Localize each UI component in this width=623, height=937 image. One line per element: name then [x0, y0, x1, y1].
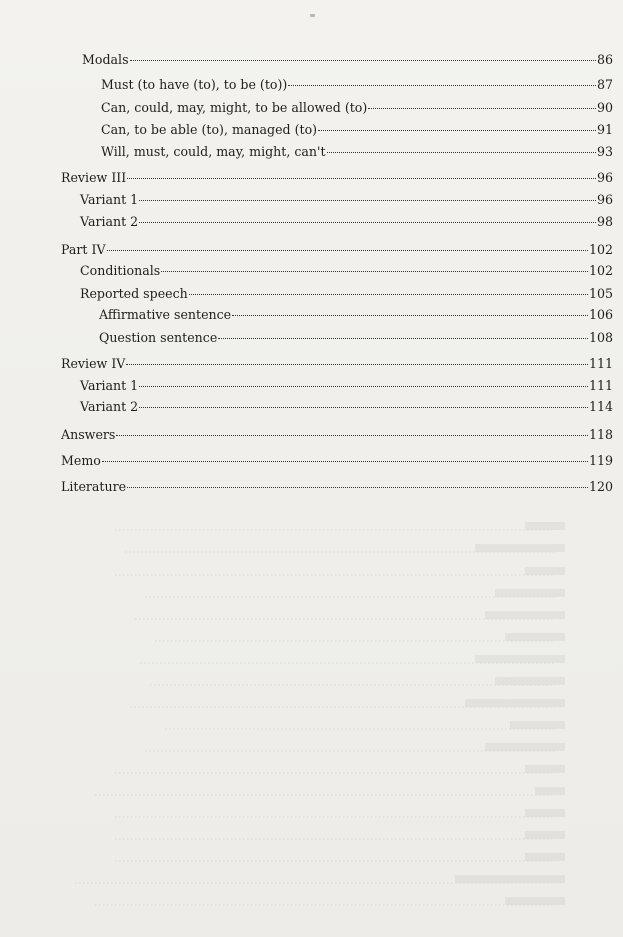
toc-entry-page: 93: [596, 144, 613, 159]
toc-entry-modals: [82, 51, 613, 69]
toc-entry-reported-speech: [80, 285, 613, 303]
toc-entry-label: Conditionals: [80, 263, 161, 278]
toc-entry-page: 87: [596, 77, 613, 92]
toc-entry-page: 120: [588, 479, 613, 494]
toc-entry-variant-1-iii: [80, 191, 613, 209]
toc-entry-label: Answers: [61, 427, 116, 442]
toc-entry-page: 96: [596, 192, 613, 207]
toc-entry-question: [99, 329, 613, 347]
toc-entry-label: Affirmative sentence: [99, 307, 232, 322]
dot-leader: [139, 407, 588, 408]
toc-entry-review-iv: [61, 355, 613, 373]
toc-entry-affirmative: [99, 306, 613, 324]
toc-entry-label: Can, could, may, might, to be allowed (to): [101, 100, 368, 115]
toc-entry-label: Variant 2: [80, 214, 139, 229]
dot-leader: [368, 108, 596, 109]
toc-entry-variant-2-iii: [80, 213, 613, 231]
toc-entry-page: 102: [588, 263, 613, 278]
toc-entry-page: 102: [588, 242, 613, 257]
toc-entry-memo: [61, 452, 613, 470]
toc-entry-page: 98: [596, 214, 613, 229]
toc-entry-label: Memo: [61, 453, 101, 468]
toc-entry-page: 111: [588, 378, 613, 393]
toc-entry-review-iii: [61, 169, 613, 187]
toc-entry-page: 106: [588, 307, 613, 322]
dot-leader: [139, 200, 596, 201]
toc-entry-variant-2-iv: [80, 398, 613, 416]
toc-entry-label: Will, must, could, may, might, can't: [101, 144, 326, 159]
toc-entry-label: Can, to be able (to), managed (to): [101, 122, 318, 137]
dot-leader: [232, 315, 588, 316]
toc-entry-page: 119: [588, 453, 613, 468]
toc-entry-part-iv: [61, 241, 613, 259]
toc-entry-label: Variant 1: [80, 378, 139, 393]
dot-leader: [102, 461, 588, 462]
dot-leader: [130, 60, 596, 61]
toc-entry-label: Question sentence: [99, 330, 218, 345]
toc-entry-variant-1-iv: [80, 377, 613, 395]
toc-entry-will-must: [101, 143, 613, 161]
toc-entry-page: 118: [588, 427, 613, 442]
toc-entry-literature: [61, 478, 613, 496]
toc-entry-page: 105: [588, 286, 613, 301]
toc-entry-label: Part IV: [61, 242, 106, 257]
toc-entry-page: 114: [588, 399, 613, 414]
toc-entry-label: Review IV: [61, 356, 126, 371]
dot-leader: [116, 435, 588, 436]
dot-leader: [318, 130, 596, 131]
toc-entry-label: Literature: [61, 479, 127, 494]
dot-leader: [126, 364, 588, 365]
dot-leader: [139, 386, 588, 387]
dot-leader: [218, 338, 588, 339]
dot-leader: [107, 250, 588, 251]
toc-entry-page: 96: [596, 170, 613, 185]
toc-entry-answers: [61, 426, 613, 444]
dot-leader: [127, 178, 596, 179]
dot-leader: [189, 294, 588, 295]
toc-entry-label: Must (to have (to), to be (to)): [101, 77, 288, 92]
toc-entry-label: Review III: [61, 170, 127, 185]
toc-entry-label: Variant 2: [80, 399, 139, 414]
toc-entry-page: 90: [596, 100, 613, 115]
toc-entry-must: [101, 76, 613, 94]
toc-entry-can-to-be-able: [101, 121, 613, 139]
dot-leader: [327, 152, 596, 153]
show-through-texture: [55, 520, 615, 920]
toc-entry-conditionals: [80, 262, 613, 280]
dot-leader: [139, 222, 596, 223]
toc-entry-page: 111: [588, 356, 613, 371]
dot-leader: [161, 271, 588, 272]
dot-leader: [288, 85, 596, 86]
toc-entry-page: 86: [596, 52, 613, 67]
toc-entry-label: Variant 1: [80, 192, 139, 207]
toc-entry-page: 108: [588, 330, 613, 345]
toc-entry-can-could: [101, 99, 613, 117]
toc-entry-page: 91: [596, 122, 613, 137]
toc-entry-label: Modals: [82, 52, 129, 67]
toc-entry-label: Reported speech: [80, 286, 188, 301]
dot-leader: [127, 487, 588, 488]
